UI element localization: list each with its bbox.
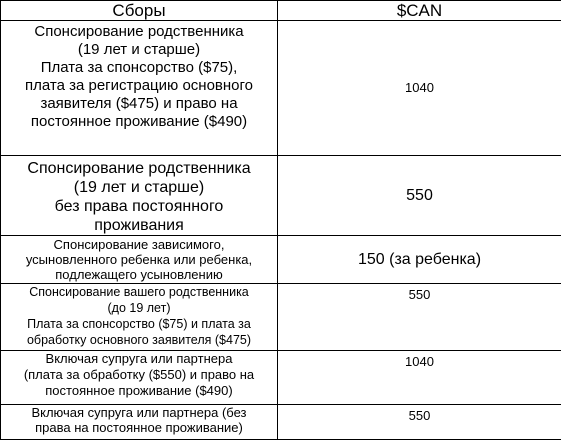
fee-label: Включая супруга или партнера (без права на постоянное проживание) [3,405,275,435]
fee-value: 150 (за ребенка) [280,252,559,267]
fee-value: 550 [280,287,559,303]
fee-label-cell [1,405,278,440]
fee-value: 1040 [280,354,559,370]
fee-label: Спонсирование вашего родственника (до 19 лет) Плата за спонсорство ($75) и плата за обработку основного заявителя ($475) [3,284,275,348]
table-row [1,156,561,236]
fee-label: Включая супруга или партнера (плата за обработку ($550) и право на постоянное проживание ($490) [3,351,275,399]
fee-label-cell [1,284,278,351]
table-row [1,284,561,351]
fee-label-cell [1,156,278,236]
fee-value-cell [278,236,561,284]
header-row [1,1,561,21]
fee-label: Спонсирование родственника (19 лет и старше) Плата за спонсорство ($75), плата за регистрацию основного заявителя ($475) и право на постоянное проживание ($490) [3,23,275,131]
fee-value: 550 [280,408,559,423]
table-row [1,236,561,284]
fee-label-cell [1,236,278,284]
table-row [1,21,561,156]
fee-value-cell [278,156,561,236]
fee-value-cell [278,284,561,351]
header-fees: Сборы [1,1,278,21]
header-amount: $CAN [278,1,561,21]
fee-value: 550 [280,186,559,205]
fee-value: 1040 [280,79,559,97]
fee-value-cell [278,351,561,405]
fee-label: Спонсирование родственника (19 лет и старше) без права постоянного проживания [3,159,275,235]
fee-label: Спонсирование зависимого, усыновленного ребенка или ребенка, подлежащего усыновлению [3,237,275,282]
table-row [1,405,561,440]
fee-label-cell [1,21,278,156]
table-row [1,351,561,405]
fee-value-cell [278,21,561,156]
fee-value-cell [278,405,561,440]
fee-label-cell [1,351,278,405]
